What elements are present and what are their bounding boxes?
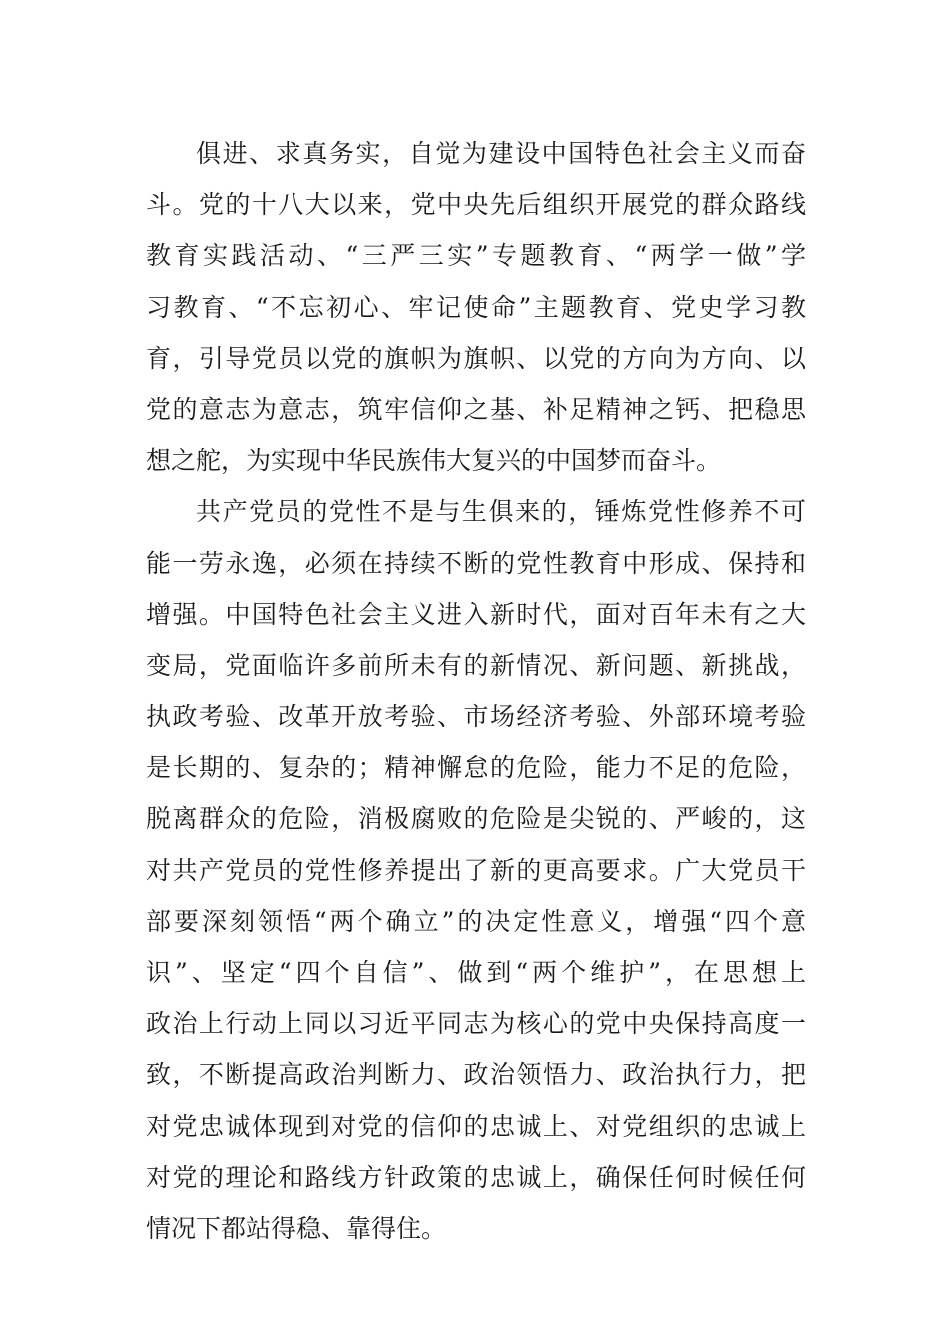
text-line: 是长期的、复杂的；精神懈怠的危险，能力不足的危险， — [146, 753, 806, 783]
text-line: 俱进、求真务实，自觉为建设中国特色社会主义而奋 — [196, 139, 806, 168]
text-line: 增强。中国特色社会主义进入新时代，面对百年未有之大 — [146, 599, 806, 629]
text-line: 部要深刻领悟“两个确立”的决定性意义，增强“四个意 — [146, 906, 806, 936]
text-line: 育，引导党员以党的旗帜为旗帜、以党的方向为方向、以 — [146, 343, 806, 373]
text-line: 执政考验、改革开放考验、市场经济考验、外部环境考验 — [146, 702, 806, 732]
body-text — [146, 128, 806, 1254]
text-line: 致，不断提高政治判断力、政治领悟力、政治执行力，把 — [146, 1060, 806, 1090]
text-line: 情况下都站得稳、靠得住。 — [146, 1213, 447, 1243]
text-line: 共产党员的党性不是与生俱来的，锤炼党性修养不可 — [196, 497, 806, 527]
text-line: 斗。党的十八大以来，党中央先后组织开展党的群众路线 — [146, 190, 806, 220]
text-line: 习教育、“不忘初心、牢记使命”主题教育、党史学习教 — [146, 292, 806, 322]
text-line: 对共产党员的党性修养提出了新的更高要求。广大党员干 — [146, 855, 806, 885]
text-line: 对党的理论和路线方针政策的忠诚上，确保任何时候任何 — [146, 1162, 806, 1192]
text-line: 对党忠诚体现到对党的信仰的忠诚上、对党组织的忠诚上 — [146, 1111, 806, 1141]
text-line: 想之舵，为实现中华民族伟大复兴的中国梦而奋斗。 — [146, 446, 722, 476]
text-line: 变局，党面临许多前所未有的新情况、新问题、新挑战， — [146, 650, 806, 680]
text-line: 政治上行动上同以习近平同志为核心的党中央保持高度一 — [146, 1009, 806, 1039]
text-line: 党的意志为意志，筑牢信仰之基、补足精神之钙、把稳思 — [146, 394, 806, 424]
text-line: 教育实践活动、“三严三实”专题教育、“两学一做”学 — [146, 241, 806, 271]
text-line: 识”、坚定“四个自信”、做到“两个维护”，在思想上 — [146, 958, 806, 987]
text-line: 脱离群众的危险，消极腐败的危险是尖锐的、严峻的，这 — [146, 804, 806, 834]
text-line: 能一劳永逸，必须在持续不断的党性教育中形成、保持和 — [146, 548, 806, 578]
